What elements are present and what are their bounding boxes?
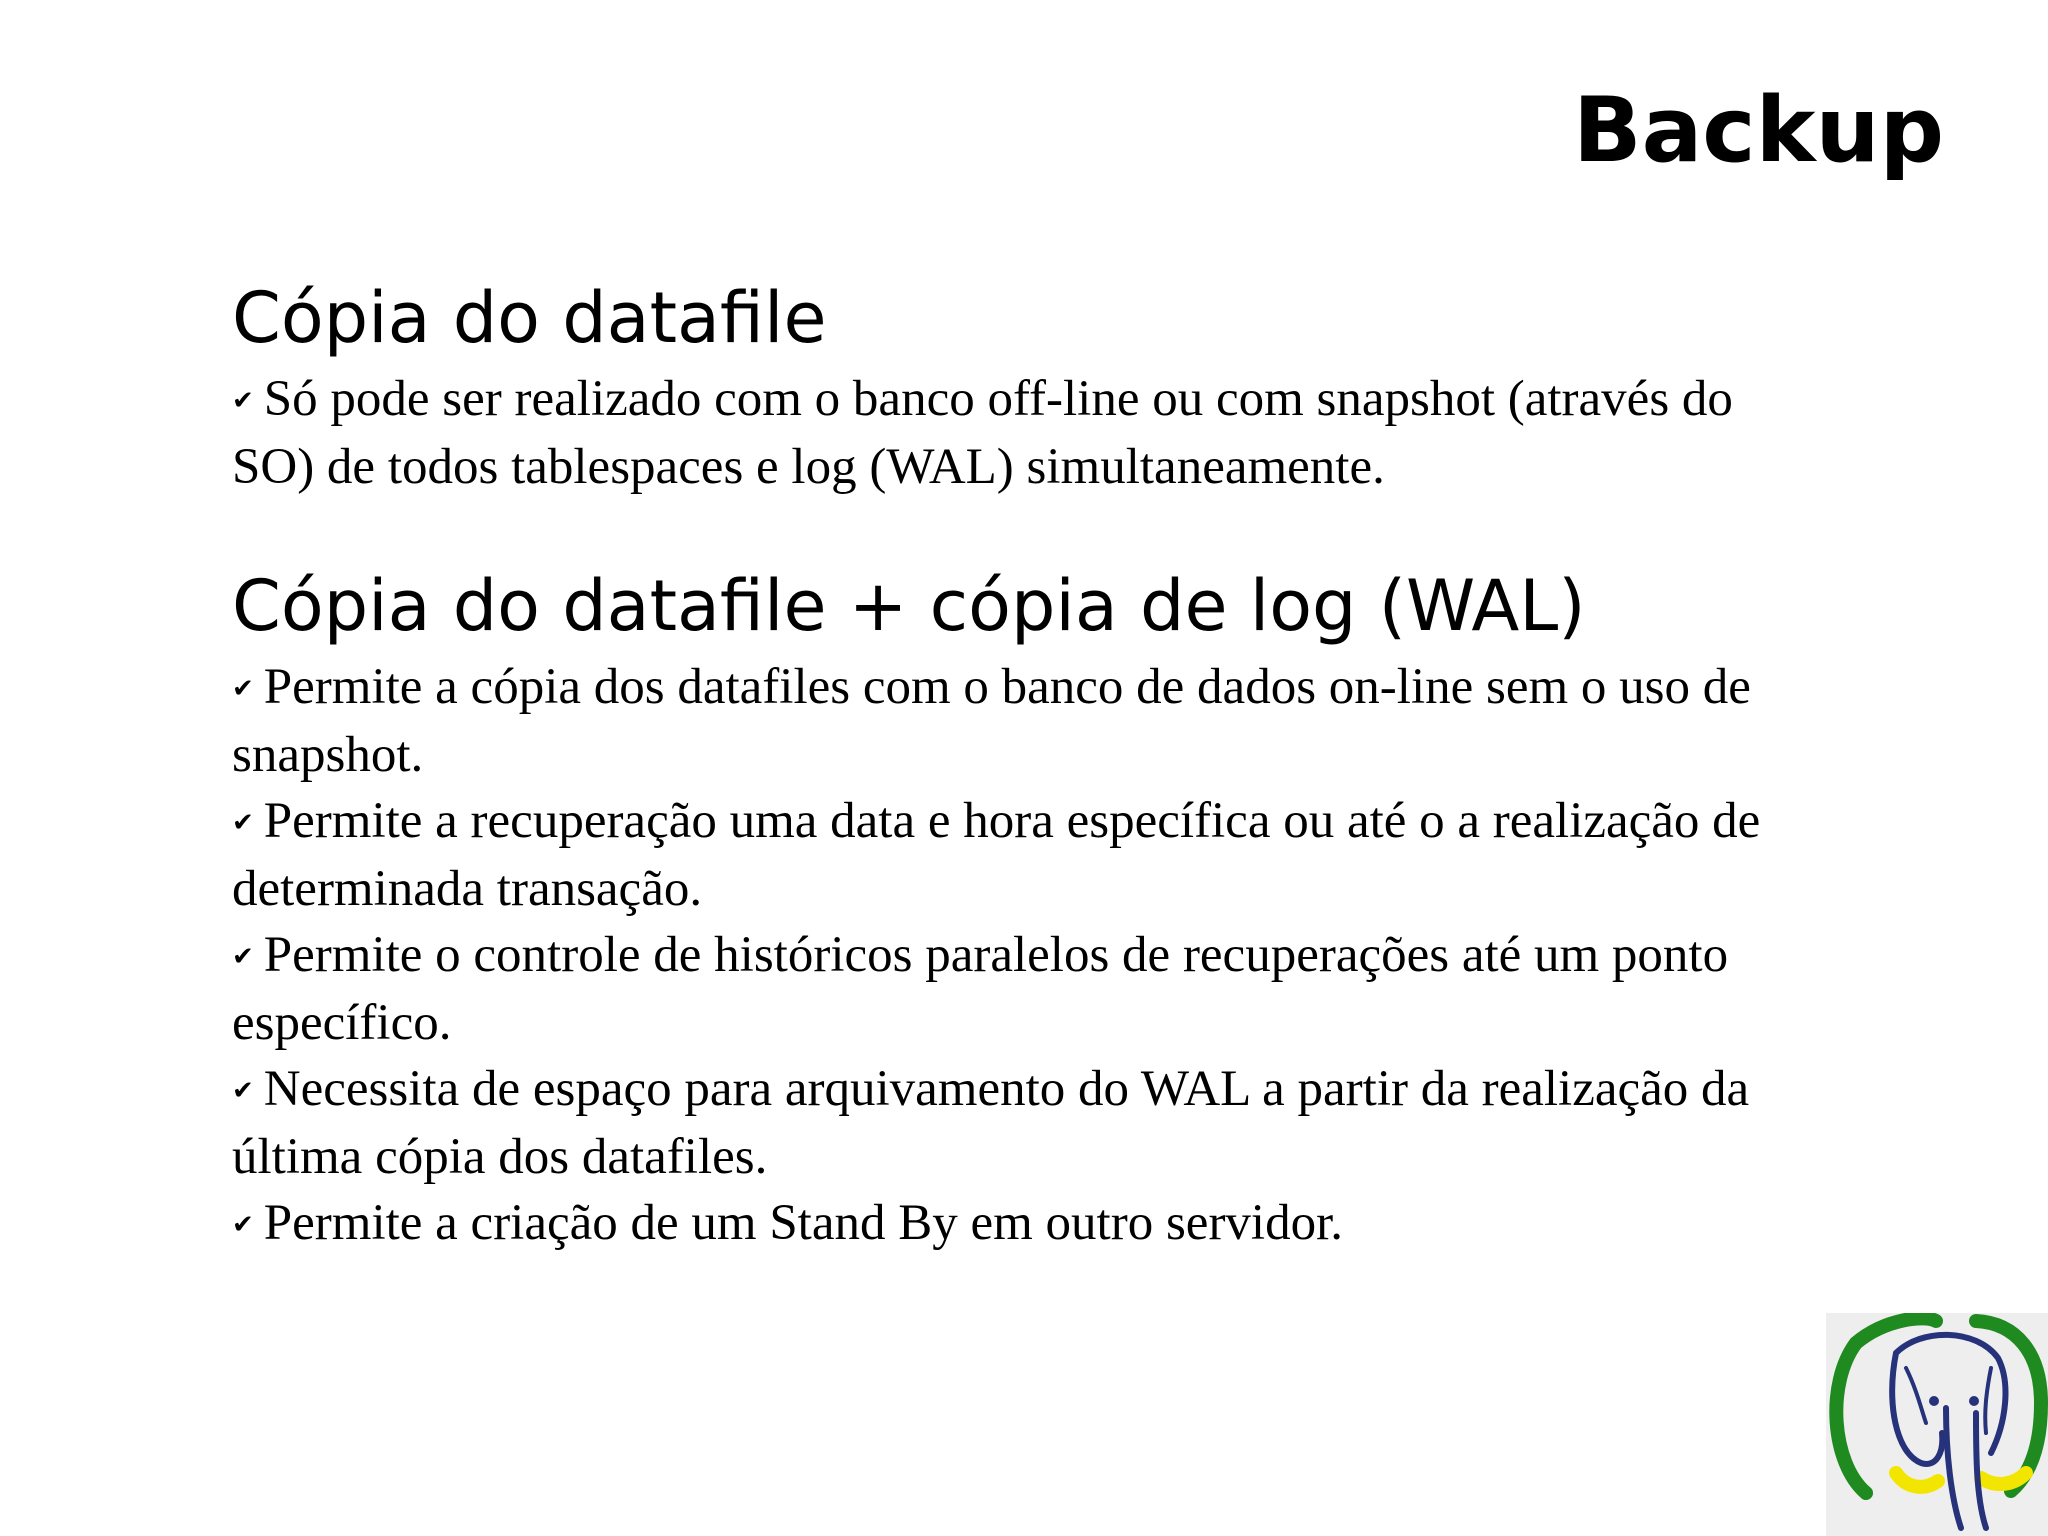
bullet-text: Necessita de espaço para arquivamento do WAL a partir da realização da última cópia dos datafiles. xyxy=(232,1061,1750,1185)
bullet-text: Permite o controle de históricos paralelos de recuperações até um ponto específico. xyxy=(232,927,1729,1051)
checkmark-icon: ✔ xyxy=(232,808,254,838)
section-heading-datafile-copy: Cópia do datafile xyxy=(232,277,827,359)
bullet-item xyxy=(232,788,1792,922)
bullet-text: Só pode ser realizado com o banco off-line ou com snapshot (através do SO) de todos tablespaces e log (WAL) simultaneamente. xyxy=(232,371,1733,495)
postgresql-elephant-logo-icon xyxy=(1826,1313,2048,1536)
bullet-text: Permite a criação de um Stand By em outro servidor. xyxy=(263,1195,1344,1251)
bullet-item xyxy=(232,366,1792,500)
bullet-item xyxy=(232,654,1792,788)
bullet-item xyxy=(232,1056,1792,1190)
slide-title: Backup xyxy=(1572,78,1944,183)
slide-content xyxy=(232,270,1792,1258)
checkmark-icon: ✔ xyxy=(232,674,254,704)
checkmark-icon: ✔ xyxy=(232,1210,254,1240)
bullet-text: Permite a recuperação uma data e hora específica ou até o a realização de determinada transação. xyxy=(232,793,1761,917)
bullet-item xyxy=(232,922,1792,1056)
bullet-list-datafile-wal-copy xyxy=(232,654,1792,1258)
checkmark-icon: ✔ xyxy=(232,942,254,972)
checkmark-icon: ✔ xyxy=(232,1076,254,1106)
bullet-text: Permite a cópia dos datafiles com o banco de dados on-line sem o uso de snapshot. xyxy=(232,659,1751,783)
checkmark-icon: ✔ xyxy=(232,386,254,416)
section-heading-datafile-wal-copy: Cópia do datafile + cópia de log (WAL) xyxy=(232,565,1586,647)
bullet-list-datafile-copy xyxy=(232,366,1792,500)
bullet-item xyxy=(232,1190,1792,1258)
